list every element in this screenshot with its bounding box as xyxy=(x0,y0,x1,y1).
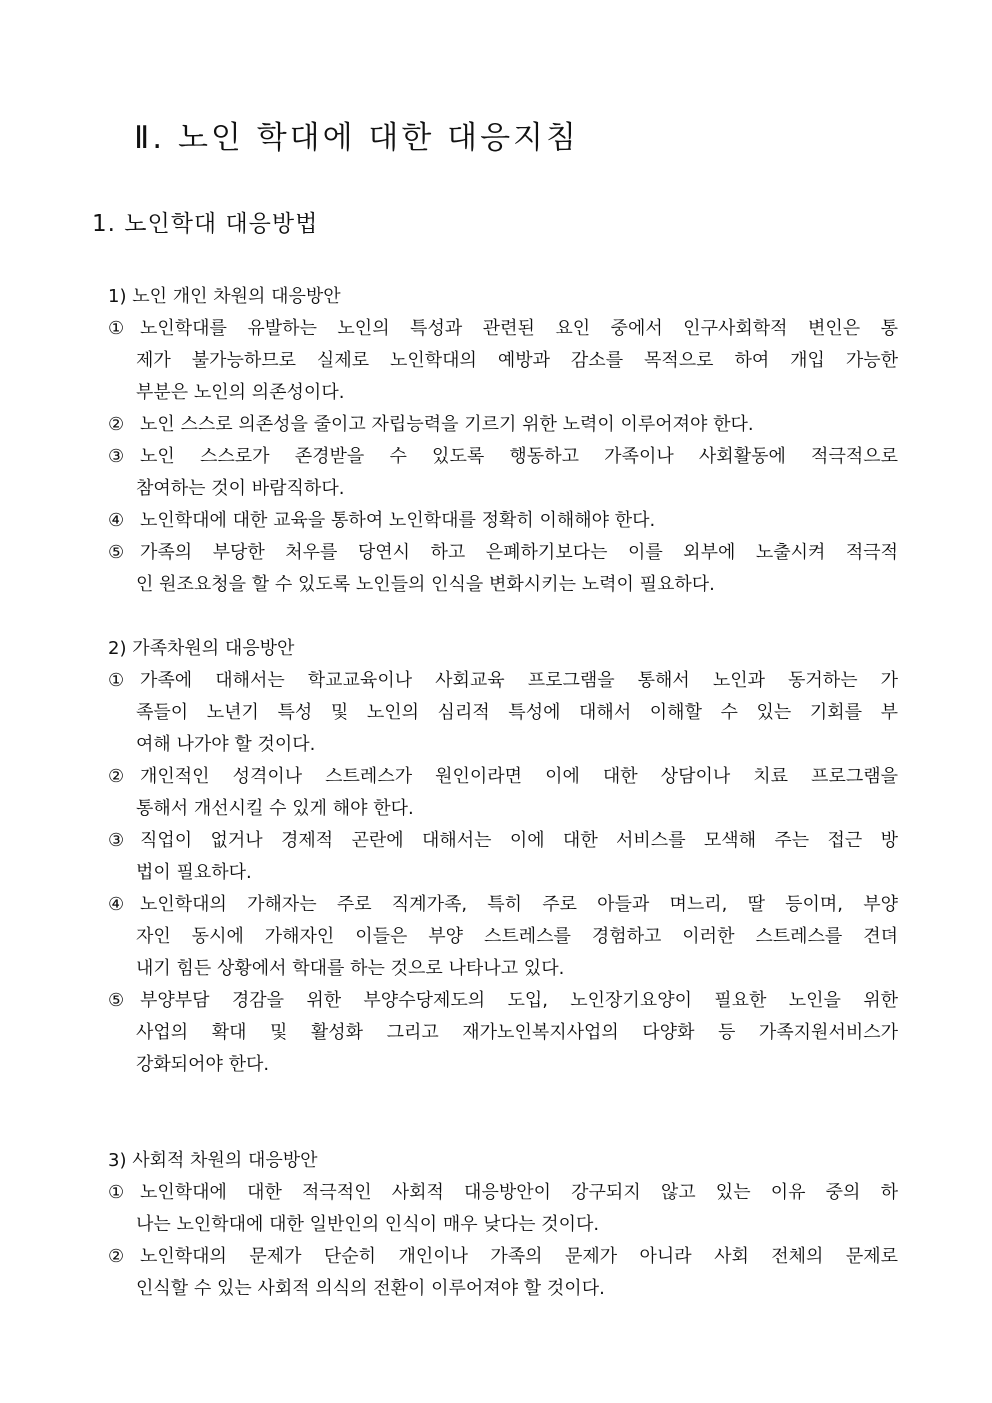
chapter-title: Ⅱ. 노인 학대에 대한 대응지침 xyxy=(134,120,579,156)
list-item xyxy=(108,441,898,505)
item-text-line: 노인 스스로가 존경받을 수 있도록 행동하고 가족이나 사회활동에 적극적으로 xyxy=(140,446,898,467)
item-marker: ⑤ xyxy=(108,542,125,563)
item-marker: ① xyxy=(108,318,125,339)
item-text-line: 법이 필요하다. xyxy=(136,862,252,883)
list-item xyxy=(108,889,898,985)
list-item xyxy=(108,985,898,1081)
list-item xyxy=(108,1241,898,1305)
subsection-individual xyxy=(108,281,898,601)
item-text-line: 참여하는 것이 바람직하다. xyxy=(136,478,345,499)
item-marker: ① xyxy=(108,670,125,691)
item-marker: ③ xyxy=(108,446,125,467)
item-marker: ② xyxy=(108,766,125,787)
list-item xyxy=(108,313,898,409)
list-item xyxy=(108,409,898,441)
item-text-line: 내기 힘든 상황에서 학대를 하는 것으로 나타나고 있다. xyxy=(136,958,565,979)
list-item xyxy=(108,1177,898,1241)
item-marker: ④ xyxy=(108,894,125,915)
item-text-line: 부분은 노인의 의존성이다. xyxy=(136,382,345,403)
list-item xyxy=(108,665,898,761)
list-item xyxy=(108,761,898,825)
subsection-title: 1) 노인 개인 차원의 대응방안 xyxy=(108,286,341,307)
item-marker: ④ xyxy=(108,510,125,531)
item-text-line: 인식할 수 있는 사회적 의식의 전환이 이루어져야 할 것이다. xyxy=(136,1278,605,1299)
list-item xyxy=(108,505,898,537)
subsection-title: 2) 가족차원의 대응방안 xyxy=(108,638,295,659)
item-text-line: 제가 불가능하므로 실제로 노인학대의 예방과 감소를 목적으로 하여 개입 가능한 xyxy=(136,350,898,371)
item-marker: ② xyxy=(108,414,125,435)
item-text-line: 자인 동시에 가해자인 이들은 부양 스트레스를 경험하고 이러한 스트레스를 견뎌 xyxy=(136,926,898,947)
subsection-title: 3) 사회적 차원의 대응방안 xyxy=(108,1150,318,1171)
item-text-line: 강화되어야 한다. xyxy=(136,1054,270,1075)
list-item xyxy=(108,537,898,601)
item-text-line: 노인학대에 대한 교육을 통하여 노인학대를 정확히 이해해야 한다. xyxy=(140,510,656,531)
item-text-line: 부양부담 경감을 위한 부양수당제도의 도입, 노인장기요양이 필요한 노인을 위한 xyxy=(140,990,898,1011)
subsection-social xyxy=(108,1145,898,1305)
section-title: 1. 노인학대 대응방법 xyxy=(92,211,319,237)
item-text-line: 인 원조요청을 할 수 있도록 노인들의 인식을 변화시키는 노력이 필요하다. xyxy=(136,574,715,595)
item-marker: ③ xyxy=(108,830,125,851)
item-text-line: 나는 노인학대에 대한 일반인의 인식이 매우 낮다는 것이다. xyxy=(136,1214,600,1235)
item-text-line: 노인학대에 대한 적극적인 사회적 대응방안이 강구되지 않고 있는 이유 중의 하 xyxy=(140,1182,898,1203)
item-marker: ② xyxy=(108,1246,125,1267)
item-text-line: 노인 스스로 의존성을 줄이고 자립능력을 기르기 위한 노력이 이루어져야 한다. xyxy=(140,414,754,435)
list-item xyxy=(108,825,898,889)
item-text-line: 여해 나가야 할 것이다. xyxy=(136,734,316,755)
subsection-family xyxy=(108,633,898,1081)
item-text-line: 개인적인 성격이나 스트레스가 원인이라면 이에 대한 상담이나 치료 프로그램을 xyxy=(140,766,898,787)
item-text-line: 가족에 대해서는 학교교육이나 사회교육 프로그램을 통해서 노인과 동거하는 가 xyxy=(140,670,898,691)
item-text-line: 노인학대의 문제가 단순히 개인이나 가족의 문제가 아니라 사회 전체의 문제로 xyxy=(140,1246,898,1267)
item-text-line: 통해서 개선시킬 수 있게 해야 한다. xyxy=(136,798,414,819)
item-text-line: 직업이 없거나 경제적 곤란에 대해서는 이에 대한 서비스를 모색해 주는 접근 방 xyxy=(140,830,898,851)
item-text-line: 족들이 노년기 특성 및 노인의 심리적 특성에 대해서 이해할 수 있는 기회를 부 xyxy=(136,702,898,723)
item-text-line: 노인학대를 유발하는 노인의 특성과 관련된 요인 중에서 인구사회학적 변인은 통 xyxy=(140,318,898,339)
item-text-line: 노인학대의 가해자는 주로 직계가족, 특히 주로 아들과 며느리, 딸 등이며, 부양 xyxy=(140,894,898,915)
item-text-line: 사업의 확대 및 활성화 그리고 재가노인복지사업의 다양화 등 가족지원서비스가 xyxy=(136,1022,898,1043)
item-marker: ① xyxy=(108,1182,125,1203)
item-text-line: 가족의 부당한 처우를 당연시 하고 은폐하기보다는 이를 외부에 노출시켜 적극적 xyxy=(140,542,898,563)
item-marker: ⑤ xyxy=(108,990,125,1011)
